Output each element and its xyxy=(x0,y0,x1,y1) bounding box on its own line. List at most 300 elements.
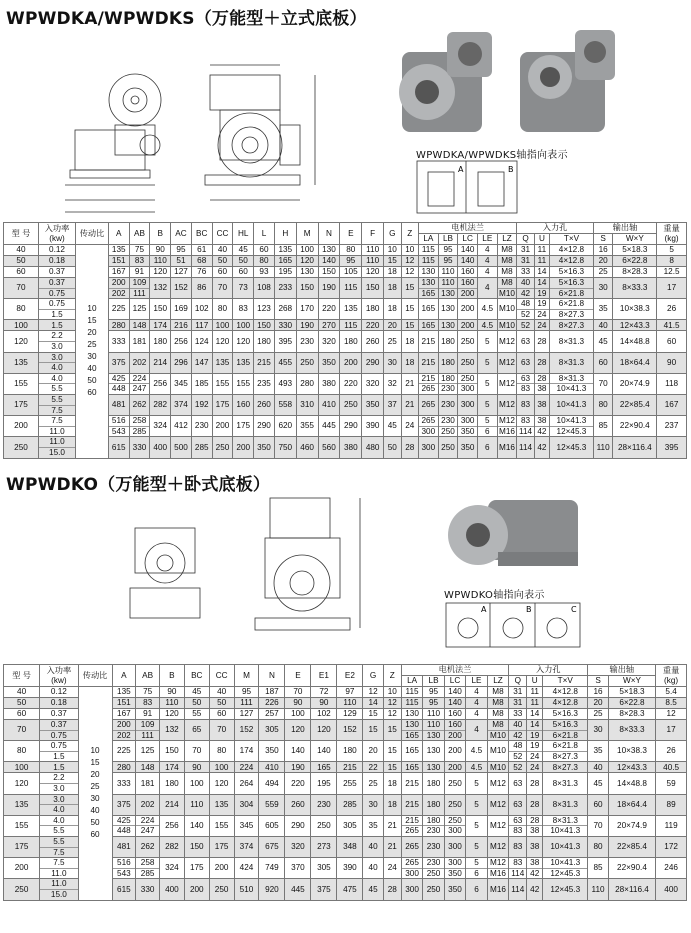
cell-dim: 169 xyxy=(171,299,192,320)
cell-motor: 4 xyxy=(477,256,497,267)
cell-motor xyxy=(444,720,465,741)
cell-dim: 160 xyxy=(233,394,254,415)
cell-dim: 28 xyxy=(383,879,401,900)
cell-dim: 375 xyxy=(108,352,129,373)
cell-dim: 105 xyxy=(340,267,362,278)
cell-dim-line: 109 xyxy=(140,720,155,729)
cell-motor: 5 xyxy=(466,794,487,815)
cell-input-line: 38 xyxy=(530,858,540,868)
cell-output: 30 xyxy=(593,278,613,299)
cell-motor: 200 xyxy=(444,741,465,762)
cell-power: 1.5 xyxy=(38,320,75,331)
cell-motor: M12 xyxy=(497,394,517,415)
cell-input-line: 48 xyxy=(513,741,523,751)
cell-motor: 165 xyxy=(419,299,439,320)
cell-input: 28 xyxy=(534,352,549,373)
header-motor-col: LZ xyxy=(487,676,509,687)
cell-motor xyxy=(401,720,422,741)
header-weight: 重量 (kg) xyxy=(656,665,687,687)
cell-dim: 70 xyxy=(212,278,233,299)
cell-dim: 135 xyxy=(274,245,296,256)
cell-dim: 151 xyxy=(108,256,129,267)
cell-dim: 15 xyxy=(401,278,418,299)
cell-motor xyxy=(497,416,517,437)
header-col: N xyxy=(259,665,285,687)
cell-dim: 235 xyxy=(254,373,275,394)
cell-dim: 250 xyxy=(340,394,362,415)
cell-input: 4×12.8 xyxy=(543,698,588,709)
cell-output: 70 xyxy=(593,373,613,394)
cell-power-line: 4.0 xyxy=(51,373,63,383)
cell-dim: 18 xyxy=(383,794,401,815)
cell-motor: 5 xyxy=(477,394,497,415)
cell-motor: 95 xyxy=(423,687,444,698)
cell-motor-line: 165 xyxy=(402,730,422,741)
cell-dim: 305 xyxy=(337,815,363,836)
cell-motor-line: 6 xyxy=(478,426,497,437)
cell-input: 114 xyxy=(517,437,534,458)
cell-input xyxy=(509,741,527,762)
cell-dim: 215 xyxy=(254,352,275,373)
cell-power-line: 0.75 xyxy=(50,741,67,751)
cell-motor: 350 xyxy=(444,879,465,900)
cell-dim-line: 111 xyxy=(130,288,150,299)
cell-dim: 185 xyxy=(191,373,212,394)
header-col: B xyxy=(159,665,184,687)
cell-dim: 50 xyxy=(209,698,234,709)
cell-input: 31 xyxy=(509,687,527,698)
cell-motor-line: 130 xyxy=(439,288,458,299)
cell-motor: 300 xyxy=(444,836,465,857)
cell-dim: 15 xyxy=(363,709,383,720)
cell-output: 80 xyxy=(588,836,608,857)
cell-motor: 5 xyxy=(466,815,487,836)
cell-motor: M12 xyxy=(487,794,509,815)
cell-dim: 117 xyxy=(191,320,212,331)
cell-input-line: 83 xyxy=(520,416,531,426)
cell-motor: 130 xyxy=(419,267,439,278)
cell-output: 14×48.8 xyxy=(613,331,657,352)
cell-motor: M12 xyxy=(487,815,509,836)
cell-dim: 15 xyxy=(383,741,401,762)
cell-dim: 262 xyxy=(136,836,160,857)
cell-input-line: 42 xyxy=(535,426,549,437)
cell-dim: 152 xyxy=(171,278,192,299)
cell-dim: 250 xyxy=(209,879,234,900)
header-col: AB xyxy=(136,665,160,687)
cell-input-line: 40 xyxy=(520,278,531,287)
cell-output: 85 xyxy=(593,416,613,437)
cell-dim: 190 xyxy=(296,320,318,331)
cell-motor: 180 xyxy=(438,331,458,352)
cell-output: 35 xyxy=(593,299,613,320)
cell-input: 42 xyxy=(534,437,549,458)
cell-dim: 268 xyxy=(274,299,296,320)
cell-dim: 256 xyxy=(159,815,184,836)
cell-dim: 180 xyxy=(340,331,362,352)
cell-dim: 127 xyxy=(234,709,259,720)
cell-weight: 17 xyxy=(656,720,687,741)
header-power: 入功率 (kw) xyxy=(40,665,78,687)
cell-dim: 15 xyxy=(363,720,383,741)
cell-input-line: 52 xyxy=(517,309,533,320)
cell-motor-line: M16 xyxy=(488,868,509,879)
cell-motor xyxy=(419,373,439,394)
cell-dim: 320 xyxy=(362,373,384,394)
cell-dim: 91 xyxy=(136,709,160,720)
cell-input-line: 19 xyxy=(527,730,542,741)
cell-weight: 400 xyxy=(656,879,687,900)
cell-dim: 620 xyxy=(274,416,296,437)
cell-input-line: 42 xyxy=(509,730,526,741)
cell-output: 25 xyxy=(588,709,608,720)
cell-dim: 370 xyxy=(285,858,311,879)
cell-dim: 150 xyxy=(184,836,209,857)
cell-motor: 230 xyxy=(423,836,444,857)
cell-dim: 95 xyxy=(171,245,192,256)
cell-dim: 187 xyxy=(259,687,285,698)
cell-input-line: 19 xyxy=(530,741,540,751)
cell-input: 52 xyxy=(517,320,534,331)
cell-dim: 282 xyxy=(150,394,171,415)
cell-dim: 50 xyxy=(233,256,254,267)
cell-power-line: 0.37 xyxy=(50,720,67,729)
cell-output: 5×18.3 xyxy=(613,245,657,256)
cell-motor-line: 5 xyxy=(474,858,479,868)
cell-dim: 51 xyxy=(171,256,192,267)
header-col: HL xyxy=(233,223,254,245)
cell-dim: 100 xyxy=(209,762,234,773)
cell-dim: 749 xyxy=(259,858,285,879)
cell-motor: M16 xyxy=(497,437,517,458)
cell-power xyxy=(40,879,78,900)
cell-input: 38 xyxy=(527,836,543,857)
cell-dim: 180 xyxy=(362,299,384,320)
cell-input: 8×31.3 xyxy=(550,352,594,373)
cell-dim: 110 xyxy=(159,698,184,709)
cell-dim: 155 xyxy=(209,815,234,836)
header-motor-flange: 电机法兰 xyxy=(419,223,517,234)
header-input-col: T×V xyxy=(550,234,594,245)
cell-dim-line: 200 xyxy=(117,720,131,729)
table-row xyxy=(4,245,687,256)
cell-power: 0.37 xyxy=(38,267,75,278)
cell-motor: M10 xyxy=(487,762,509,773)
cell-output: 12×43.3 xyxy=(613,320,657,331)
cell-weight: 118 xyxy=(657,373,687,394)
cell-dim: 50 xyxy=(384,437,401,458)
cell-motor-line: 160 xyxy=(448,720,462,729)
cell-motor-line: 250 xyxy=(460,373,475,383)
cell-input: 4×12.8 xyxy=(550,256,594,267)
cell-dim-line: 285 xyxy=(136,868,159,879)
cell-input xyxy=(543,741,588,762)
cell-dim: 558 xyxy=(274,394,296,415)
cell-dim: 181 xyxy=(129,331,150,352)
cell-motor-line: 230 xyxy=(426,858,441,868)
cell-motor xyxy=(438,278,458,299)
cell-input: 11 xyxy=(527,687,543,698)
cell-dim: 320 xyxy=(285,836,311,857)
cell-motor-line: 265 xyxy=(405,858,419,868)
cell-dim: 124 xyxy=(191,331,212,352)
cell-input-line: 8×27.3 xyxy=(550,309,593,320)
cell-dim: 152 xyxy=(234,720,259,741)
cell-power-line: 3.0 xyxy=(39,341,75,352)
cell-output: 8×33.3 xyxy=(608,720,656,741)
cell-output: 16 xyxy=(588,687,608,698)
cell-dim: 410 xyxy=(318,394,340,415)
cell-dim: 424 xyxy=(234,858,259,879)
cell-input: 28 xyxy=(527,773,543,794)
cell-model: 135 xyxy=(4,794,40,815)
cell-motor: 4.5 xyxy=(477,320,497,331)
cell-input-line: 40 xyxy=(513,720,523,729)
cell-dim: 147 xyxy=(191,352,212,373)
cell-dim: 90 xyxy=(184,762,209,773)
cell-output: 85 xyxy=(588,858,608,879)
cell-dim: 220 xyxy=(362,320,384,331)
cell-motor-line: 250 xyxy=(448,815,462,825)
cell-dim: 90 xyxy=(159,687,184,698)
cell-dim: 375 xyxy=(112,794,136,815)
cell-dim: 120 xyxy=(311,720,337,741)
cell-dim: 115 xyxy=(340,278,362,299)
cell-power-line: 7.5 xyxy=(53,858,65,868)
cell-dim: 95 xyxy=(234,687,259,698)
header-power: 入功率 (kw) xyxy=(38,223,75,245)
cell-model: 80 xyxy=(4,299,39,320)
cell-dim: 273 xyxy=(311,836,337,857)
cell-power-line: 7.5 xyxy=(40,847,77,858)
cell-motor: 130 xyxy=(438,299,458,320)
cell-motor xyxy=(497,278,517,299)
cell-output: 35 xyxy=(588,741,608,762)
cell-dim: 230 xyxy=(191,416,212,437)
cell-dim: 675 xyxy=(259,836,285,857)
cell-weight: 237 xyxy=(657,416,687,437)
header-ratio: 传动比 xyxy=(78,665,112,687)
cell-input: 114 xyxy=(509,879,527,900)
cell-weight: 12 xyxy=(656,709,687,720)
cell-dim: 120 xyxy=(159,709,184,720)
cell-weight: 167 xyxy=(657,394,687,415)
cell-input: 11 xyxy=(527,698,543,709)
cell-motor: 200 xyxy=(458,299,478,320)
cell-dim: 395 xyxy=(274,331,296,352)
cell-input: 63 xyxy=(517,352,534,373)
cell-weight: 90 xyxy=(657,352,687,373)
cell-dim: 12 xyxy=(363,687,383,698)
header-col: N xyxy=(318,223,340,245)
cell-input-line: 5×16.3 xyxy=(552,720,578,729)
cell-weight: 119 xyxy=(656,815,687,836)
cell-input: 8×27.3 xyxy=(543,762,588,773)
cell-dim: 350 xyxy=(254,437,275,458)
cell-dim: 110 xyxy=(362,245,384,256)
cell-motor: 5 xyxy=(477,352,497,373)
cell-dim-line: 516 xyxy=(117,858,131,868)
cell-motor: 300 xyxy=(419,437,439,458)
cell-motor: 180 xyxy=(423,773,444,794)
cell-dim: 282 xyxy=(159,836,184,857)
cell-model: 155 xyxy=(4,373,39,394)
cell-dim: 445 xyxy=(318,416,340,437)
cell-dim: 225 xyxy=(108,299,129,320)
cell-motor: M8 xyxy=(497,245,517,256)
cell-input-line: 38 xyxy=(535,383,549,394)
header-col: M xyxy=(296,223,318,245)
cell-motor: 215 xyxy=(401,773,422,794)
header-col: H xyxy=(274,223,296,245)
cell-input: 31 xyxy=(517,245,534,256)
cell-dim-line: 285 xyxy=(130,426,150,437)
cell-input xyxy=(527,741,543,762)
cell-dim: 40 xyxy=(363,858,383,879)
cell-dim: 605 xyxy=(259,815,285,836)
cell-motor: M10 xyxy=(487,741,509,762)
cell-ratio: 10 15 20 25 30 40 50 60 xyxy=(78,687,112,901)
cell-output: 45 xyxy=(588,773,608,794)
cell-motor: 250 xyxy=(458,331,478,352)
cell-weight: 26 xyxy=(657,299,687,320)
cell-power xyxy=(38,373,75,394)
cell-power xyxy=(40,720,78,741)
cell-dim: 18 xyxy=(401,331,418,352)
cell-power xyxy=(40,836,78,857)
cell-motor: 140 xyxy=(444,698,465,709)
cell-motor: 4.5 xyxy=(477,299,497,320)
header-motor-col: LA xyxy=(419,234,439,245)
cell-motor: 265 xyxy=(419,394,439,415)
cell-output: 110 xyxy=(593,437,613,458)
cell-motor xyxy=(401,815,422,836)
cell-dim: 21 xyxy=(383,815,401,836)
cell-dim: 12 xyxy=(401,256,418,267)
cell-dim: 150 xyxy=(159,741,184,762)
cell-power: 1.5 xyxy=(40,762,78,773)
cell-dim: 180 xyxy=(150,331,171,352)
cell-dim: 100 xyxy=(184,773,209,794)
cell-dim: 20 xyxy=(363,741,383,762)
cell-dim: 180 xyxy=(159,773,184,794)
cell-dim: 68 xyxy=(191,256,212,267)
cell-motor: M12 xyxy=(487,836,509,857)
cell-motor: 250 xyxy=(444,794,465,815)
cell-input: 63 xyxy=(517,331,534,352)
cell-dim: 200 xyxy=(184,879,209,900)
cell-motor-line: 215 xyxy=(421,373,436,383)
cell-motor: M8 xyxy=(497,256,517,267)
cell-weight: 17 xyxy=(657,278,687,299)
cell-dim xyxy=(108,278,129,299)
cell-dim: 455 xyxy=(274,352,296,373)
cell-dim: 110 xyxy=(184,794,209,815)
cell-power xyxy=(38,278,75,299)
cell-dim: 100 xyxy=(233,320,254,331)
header-col: CC xyxy=(209,665,234,687)
cell-motor-line: M8 xyxy=(492,720,504,729)
cell-dim: 40 xyxy=(363,836,383,857)
header-input-col: U xyxy=(534,234,549,245)
cell-dim: 290 xyxy=(254,416,275,437)
cell-dim: 750 xyxy=(274,437,296,458)
cell-dim: 10 xyxy=(383,687,401,698)
cell-motor: 250 xyxy=(458,352,478,373)
cell-motor-line: 130 xyxy=(421,278,436,287)
cell-motor: 110 xyxy=(423,709,444,720)
cell-motor: 4 xyxy=(466,709,487,720)
cell-dim: 12 xyxy=(401,267,418,278)
cell-dim: 285 xyxy=(191,437,212,458)
cell-input xyxy=(534,373,549,394)
cell-output: 60 xyxy=(588,794,608,815)
cell-dim: 130 xyxy=(296,267,318,278)
cell-dim: 214 xyxy=(150,352,171,373)
cell-dim: 255 xyxy=(337,773,363,794)
cell-dim: 355 xyxy=(296,416,318,437)
cell-dim: 350 xyxy=(259,741,285,762)
cell-output: 30 xyxy=(588,720,608,741)
section2-axis-diagram xyxy=(445,602,581,648)
cell-motor-line: 350 xyxy=(458,426,477,437)
cell-dim-line: 448 xyxy=(109,383,129,394)
cell-motor: 165 xyxy=(419,320,439,331)
cell-motor-line: 200 xyxy=(445,730,465,741)
cell-dim: 175 xyxy=(184,858,209,879)
cell-motor: 250 xyxy=(444,773,465,794)
cell-input-line: 10×41.3 xyxy=(543,825,587,836)
header-motor-col: LC xyxy=(458,234,478,245)
cell-model: 120 xyxy=(4,331,39,352)
cell-dim: 150 xyxy=(254,320,275,331)
cell-motor-line: M8 xyxy=(501,278,513,287)
cell-dim: 224 xyxy=(234,762,259,773)
cell-model: 80 xyxy=(4,741,40,762)
header-output-col: S xyxy=(588,676,608,687)
cell-motor: 6 xyxy=(477,437,497,458)
cell-model: 60 xyxy=(4,709,40,720)
cell-input-line: 28 xyxy=(530,815,540,825)
cell-dim-line: 111 xyxy=(136,730,159,741)
cell-input xyxy=(534,299,549,320)
cell-weight: 8.5 xyxy=(656,698,687,709)
cell-dim: 91 xyxy=(129,267,150,278)
cell-dim: 86 xyxy=(191,278,212,299)
header-col: AC xyxy=(171,223,192,245)
cell-dim: 481 xyxy=(112,836,136,857)
cell-motor xyxy=(477,416,497,437)
cell-dim: 95 xyxy=(340,256,362,267)
cell-motor: M8 xyxy=(487,687,509,698)
cell-dim: 195 xyxy=(274,267,296,278)
cell-dim-line: 425 xyxy=(117,815,131,825)
cell-dim: 72 xyxy=(311,687,337,698)
cell-input: 28 xyxy=(534,331,549,352)
cell-input-line: 83 xyxy=(509,825,526,836)
cell-motor-line: 130 xyxy=(423,730,443,741)
cell-dim: 200 xyxy=(233,437,254,458)
cell-output: 20 xyxy=(593,256,613,267)
header-motor-col: LE xyxy=(477,234,497,245)
cell-motor-line: 165 xyxy=(419,288,438,299)
cell-dim: 220 xyxy=(318,299,340,320)
cell-dim: 30 xyxy=(363,794,383,815)
cell-output: 22×85.4 xyxy=(613,394,657,415)
header-col: Z xyxy=(383,665,401,687)
cell-motor-line: 265 xyxy=(402,825,422,836)
cell-power-line: 7.5 xyxy=(39,405,75,416)
